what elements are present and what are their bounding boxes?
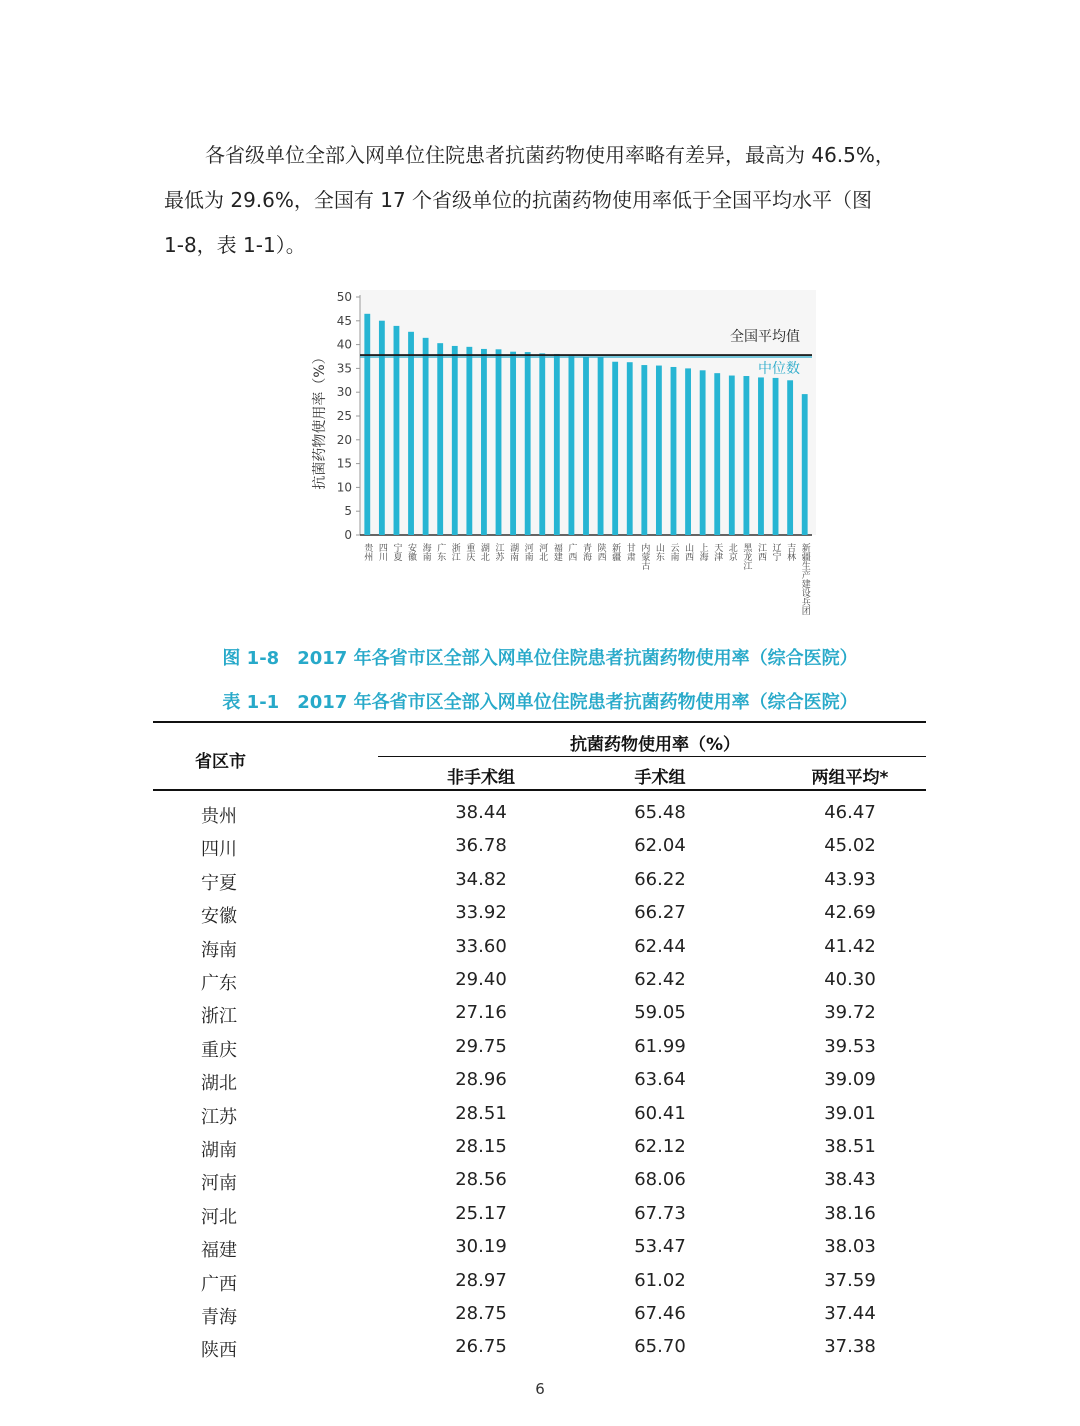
table-cell-value: 42.69 [824, 902, 876, 924]
table-cell-value: 68.06 [634, 1169, 686, 1191]
page-number: 6 [535, 1380, 545, 1398]
bar [452, 346, 458, 535]
table-group-rule [378, 756, 926, 757]
bar [641, 365, 647, 535]
table-cell-value: 38.51 [824, 1136, 876, 1157]
table-cell-value: 61.02 [634, 1269, 686, 1291]
y-tick-label: 10 [336, 480, 352, 495]
table-cell-value: 37.59 [824, 1269, 876, 1291]
table-caption-text: 2017 年各省市区全部入网单位住院患者抗菌药物使用率（综合医院） [297, 692, 858, 713]
table-cell-province: 海南 [201, 939, 237, 961]
bar [466, 347, 472, 535]
table-cell-value: 65.48 [634, 802, 686, 823]
x-tick-label: 内蒙古 [639, 543, 650, 570]
table-cell-value: 37.38 [824, 1336, 876, 1358]
table-cell-value: 63.64 [634, 1069, 686, 1091]
bar [714, 373, 720, 535]
table-cell-province: 陕西 [201, 1340, 237, 1362]
table-cell-province: 河北 [201, 1206, 237, 1228]
table-cell-province: 四川 [201, 839, 237, 861]
x-tick-label: 辽宁 [770, 543, 781, 561]
table-cell-province: 福建 [201, 1240, 237, 1262]
header-province: 省区市 [195, 752, 246, 772]
paragraph-line: 最低为 29.6%，全国有 17 个省级单位的抗菌药物使用率低于全国平均水平（图 [164, 188, 873, 212]
bar [685, 368, 691, 535]
x-tick-label: 云南 [668, 543, 679, 561]
table-cell-value: 39.01 [824, 1102, 876, 1124]
x-tick-label: 新疆生产建设兵团 [799, 543, 810, 615]
table-cell-value: 38.43 [824, 1169, 876, 1191]
x-tick-label: 黑龙江 [741, 543, 752, 570]
table-cell-province: 河南 [201, 1173, 237, 1195]
table-cell-value: 33.60 [455, 935, 507, 957]
x-tick-label: 安徽 [406, 543, 417, 561]
y-tick-label: 5 [344, 504, 352, 519]
y-axis-label: 抗菌药物使用率（%） [312, 350, 328, 490]
x-tick-label: 宁夏 [391, 543, 402, 561]
table-cell-value: 67.73 [634, 1202, 686, 1224]
table-cell-value: 29.75 [455, 1035, 507, 1057]
x-tick-label: 浙江 [449, 543, 460, 561]
header-surgical: 手术组 [634, 768, 686, 788]
table-cell-value: 28.51 [455, 1102, 507, 1124]
bar [656, 366, 662, 535]
bar [481, 349, 487, 535]
table-top-rule [153, 721, 926, 723]
bar [671, 367, 677, 535]
x-tick-label: 北京 [726, 543, 737, 561]
table-cell-value: 43.93 [824, 868, 876, 890]
bar [773, 378, 779, 535]
y-tick-label: 30 [336, 385, 352, 400]
median-line-label: 中位数 [758, 361, 800, 377]
table-cell-value: 39.53 [824, 1035, 876, 1057]
table-cell-value: 27.16 [455, 1002, 507, 1024]
table-cell-value: 29.40 [455, 969, 507, 990]
x-tick-label: 贵州 [362, 543, 373, 561]
x-tick-label: 湖南 [508, 543, 519, 561]
figure-number: 图 1-8 [222, 648, 280, 669]
bar [743, 376, 749, 535]
bar [612, 362, 618, 535]
header-usage-rate: 抗菌药物使用率（%） [569, 735, 741, 755]
bar [554, 354, 560, 535]
table-cell-value: 65.70 [634, 1336, 686, 1358]
table-cell-value: 59.05 [634, 1002, 686, 1024]
x-tick-label: 江苏 [493, 543, 504, 561]
table-cell-value: 34.82 [455, 868, 507, 890]
table-header-bottom-rule [153, 789, 926, 791]
table-cell-value: 26.75 [455, 1336, 507, 1358]
antibiotic-usage-bar-chart [0, 0, 1080, 640]
table-cell-province: 江苏 [201, 1106, 237, 1128]
header-non-surgical: 非手术组 [447, 768, 515, 788]
bar [787, 380, 793, 535]
figure-caption [0, 644, 1080, 670]
figure-caption-text: 2017 年各省市区全部入网单位住院患者抗菌药物使用率（综合医院） [297, 648, 858, 669]
table-cell-province: 安徽 [201, 906, 237, 928]
table-cell-value: 40.30 [824, 969, 876, 990]
y-tick-label: 25 [336, 409, 352, 423]
bar [700, 370, 706, 535]
y-tick-label: 45 [336, 313, 352, 328]
x-tick-label: 江西 [755, 543, 766, 561]
bar [423, 338, 429, 535]
bar [379, 321, 385, 535]
table-cell-value: 66.27 [634, 902, 686, 924]
table-cell-province: 浙江 [201, 1006, 237, 1028]
bar [802, 394, 808, 535]
x-tick-label: 四川 [376, 543, 387, 561]
y-tick-label: 15 [336, 456, 352, 471]
x-tick-label: 河南 [522, 543, 533, 561]
y-tick-label: 20 [336, 432, 352, 447]
bar [583, 357, 589, 535]
table-cell-value: 28.96 [455, 1069, 507, 1091]
table-cell-province: 湖南 [201, 1140, 237, 1161]
table-cell-value: 62.44 [634, 935, 686, 957]
table-cell-value: 38.16 [824, 1202, 876, 1224]
bar [729, 376, 735, 535]
table-cell-value: 67.46 [634, 1303, 686, 1324]
table-cell-value: 53.47 [634, 1236, 686, 1258]
x-tick-label: 湖北 [478, 543, 489, 561]
table-cell-province: 青海 [201, 1307, 237, 1328]
table-cell-value: 61.99 [634, 1035, 686, 1057]
x-tick-label: 山西 [683, 543, 694, 561]
x-tick-label: 吉林 [785, 543, 796, 561]
x-tick-label: 广东 [435, 543, 446, 561]
x-tick-label: 青海 [581, 543, 591, 561]
y-tick-label: 40 [336, 337, 352, 352]
x-tick-label: 广西 [566, 543, 577, 561]
x-tick-label: 福建 [551, 543, 562, 561]
table-cell-value: 60.41 [634, 1102, 686, 1124]
bar [496, 349, 502, 535]
table-cell-value: 66.22 [634, 868, 686, 890]
table-cell-value: 62.12 [634, 1136, 686, 1157]
bar [364, 314, 370, 535]
table-cell-value: 28.15 [455, 1136, 507, 1157]
table-cell-province: 湖北 [201, 1073, 237, 1095]
average-line-label: 全国平均值 [730, 329, 800, 345]
bar [510, 352, 516, 535]
table-cell-value: 39.09 [824, 1069, 876, 1091]
x-tick-label: 海南 [420, 543, 431, 561]
bar [525, 352, 531, 535]
table-cell-value: 45.02 [824, 835, 876, 857]
table-cell-value: 38.44 [455, 802, 507, 823]
table-cell-value: 33.92 [455, 902, 507, 924]
table-cell-value: 38.03 [824, 1236, 876, 1258]
x-tick-label: 上海 [697, 543, 708, 561]
y-tick-label: 0 [344, 528, 352, 542]
table-caption [0, 688, 1080, 714]
table-cell-province: 贵州 [201, 806, 237, 827]
bar [758, 377, 764, 535]
x-tick-label: 重庆 [464, 543, 475, 561]
bar [437, 343, 443, 535]
table-cell-value: 28.56 [455, 1169, 507, 1191]
x-tick-label: 陕西 [595, 543, 606, 561]
table-cell-value: 46.47 [824, 802, 876, 823]
x-tick-label: 山东 [653, 543, 664, 561]
table-cell-value: 25.17 [455, 1202, 507, 1224]
bar [539, 353, 545, 535]
bar [569, 356, 575, 535]
table-cell-value: 28.97 [455, 1269, 507, 1291]
x-tick-label: 天津 [712, 543, 723, 561]
x-tick-label: 甘肃 [624, 543, 635, 561]
header-average: 两组平均* [811, 768, 889, 788]
table-cell-value: 62.04 [634, 835, 686, 857]
table-cell-value: 37.44 [824, 1303, 876, 1324]
y-tick-label: 50 [336, 290, 352, 304]
table-cell-province: 重庆 [201, 1039, 237, 1061]
table-cell-value: 30.19 [455, 1236, 507, 1258]
x-tick-label: 新疆 [610, 543, 621, 561]
bar [408, 332, 414, 535]
y-tick-label: 35 [336, 361, 352, 376]
table-cell-province: 广西 [201, 1273, 237, 1295]
table-cell-province: 宁夏 [201, 872, 237, 894]
table-number: 表 1-1 [222, 692, 280, 713]
paragraph-line: 各省级单位全部入网单位住院患者抗菌药物使用率略有差异，最高为 46.5%， [205, 143, 895, 167]
table-cell-value: 36.78 [455, 835, 507, 857]
table-cell-value: 39.72 [824, 1002, 876, 1024]
table-cell-value: 28.75 [455, 1303, 507, 1324]
x-tick-label: 河北 [537, 543, 548, 561]
table-cell-province: 广东 [201, 973, 237, 994]
paragraph-line: 1-8，表 1-1）。 [164, 233, 306, 257]
table-cell-value: 41.42 [824, 935, 876, 957]
table-cell-value: 62.42 [634, 969, 686, 990]
bar [598, 357, 604, 535]
bar [627, 362, 633, 535]
